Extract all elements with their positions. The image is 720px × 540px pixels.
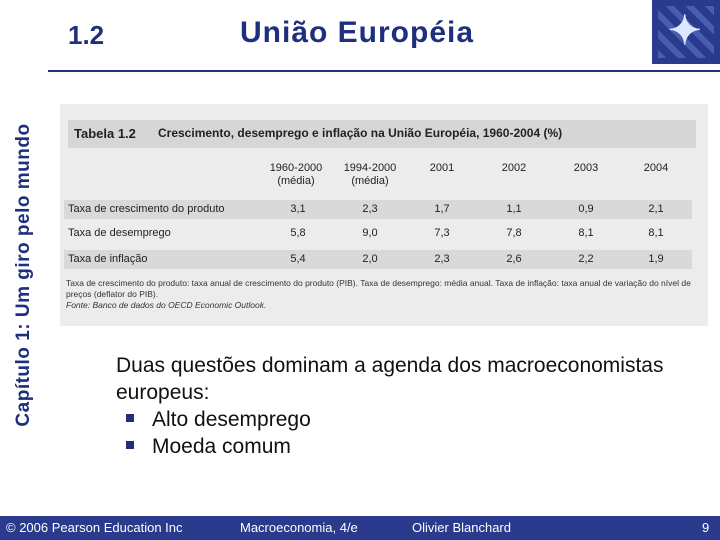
footer-bar [0, 516, 720, 540]
table-cell: 1,7 [434, 203, 450, 215]
bullet-text: Moeda comum [152, 435, 291, 458]
table-label: Tabela 1.2 [74, 126, 136, 141]
table-cell: 9,0 [362, 227, 378, 239]
footer-book: Macroeconomia, 4/e [240, 520, 358, 535]
corner-logo-icon: ✦ [652, 0, 720, 64]
table-cell: 5,4 [290, 253, 306, 265]
column-header: 2004 [643, 162, 669, 174]
table-cell: 7,3 [434, 227, 450, 239]
row-label: Taxa de inflação [68, 253, 148, 265]
table-cell: 0,9 [578, 203, 594, 215]
table-cell: 2,0 [362, 253, 378, 265]
table-cell: 7,8 [506, 227, 522, 239]
table-cell: 5,8 [290, 227, 306, 239]
slide-title: União Européia [240, 16, 475, 49]
chapter-side-label [0, 60, 48, 490]
column-header: 2002 [501, 162, 527, 174]
table-cell: 2,2 [578, 253, 594, 265]
table-cell: 2,3 [434, 253, 450, 265]
table-row [64, 250, 692, 269]
table-caption: Crescimento, desemprego e inflação na União Européia, 1960-2004 (%) [158, 126, 563, 140]
page-number: 9 [702, 520, 710, 535]
table-cell: 2,1 [648, 203, 664, 215]
data-table [60, 104, 708, 326]
table-row [64, 200, 692, 219]
table-cell: 1,1 [506, 203, 522, 215]
bullet-item [116, 433, 676, 460]
table-row [64, 224, 692, 243]
column-header: 2001 [429, 162, 455, 174]
column-header: 1994-2000 (média) [343, 162, 397, 187]
square-bullet-icon [126, 441, 134, 449]
footer-author: Olivier Blanchard [412, 520, 511, 535]
table-note: Taxa de crescimento do produto: taxa anual de crescimento do produto (PIB). Taxa de desemprego: média anual. Taxa de inflação: taxa anual de variação do nível de preços (deflator do PIB). [66, 278, 691, 299]
table-cell: 1,9 [648, 253, 664, 265]
footer-copyright: © 2006 Pearson Education Inc [6, 520, 183, 535]
table-cell: 8,1 [578, 227, 594, 239]
table-notes [66, 278, 696, 311]
column-header: 1960-2000 (média) [269, 162, 323, 187]
column-header: 2003 [573, 162, 599, 174]
row-label: Taxa de crescimento do produto [68, 203, 225, 215]
table-source: Fonte: Banco de dados do OECD Economic Outlook. [66, 300, 267, 310]
table-title-bar [68, 120, 696, 148]
table-cell: 3,1 [290, 203, 306, 215]
title-divider [48, 70, 720, 72]
table-cell: 2,6 [506, 253, 522, 265]
square-bullet-icon [126, 414, 134, 422]
chapter-side-label-text: Capítulo 1: Um giro pelo mundo [13, 123, 34, 427]
body-intro: Duas questões dominam a agenda dos macroeconomistas europeus: [116, 354, 664, 404]
bullet-item [116, 406, 676, 433]
table-cell: 8,1 [648, 227, 664, 239]
row-label: Taxa de desemprego [68, 227, 171, 239]
bullet-text: Alto desemprego [152, 408, 311, 431]
section-number: 1.2 [68, 20, 105, 50]
body-text [116, 352, 676, 460]
table-cell: 2,3 [362, 203, 378, 215]
